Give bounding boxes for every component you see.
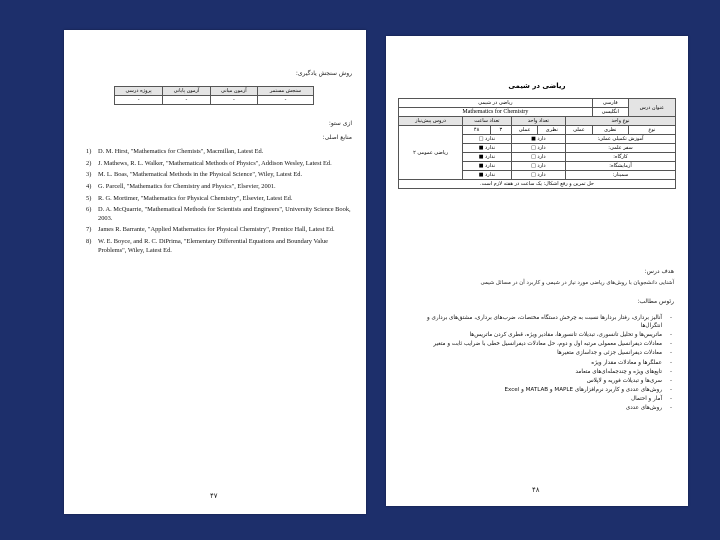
option-has: دارد □ xyxy=(511,171,565,180)
type-label: نوع xyxy=(628,126,675,135)
option-row-label: سمینار: xyxy=(566,171,676,180)
persian-title-value: ریاضی در شیمی xyxy=(399,99,593,108)
eval-value-4: - xyxy=(115,96,163,105)
course-info-table xyxy=(398,98,676,189)
goal-title: هدف درس: xyxy=(644,268,674,275)
references-list xyxy=(86,148,356,258)
reference-item: 5) R. G. Mortimer, "Mathematics for Physical Chemistry", Elsevier, Latest Ed. xyxy=(86,194,293,202)
left-document-page xyxy=(64,30,366,514)
course-title: ریاضی در شیمی xyxy=(508,82,566,90)
reference-item: 2) J. Mathews, R. L. Walker, "Mathematical Methods of Physics", Addison Wesley, Latest Ed. xyxy=(86,159,332,167)
english-title-value: Mathematics for Chemistry xyxy=(399,108,593,117)
page-number: ۴۸ xyxy=(532,486,540,494)
list-item: - سری‌ها و تبدیلات فوریه و لاپلاس xyxy=(586,377,672,384)
evaluation-table xyxy=(114,86,314,105)
eval-header-3: آزمون پایانی xyxy=(163,87,210,96)
prerequisite-label: دروس پیش‌نیاز xyxy=(399,117,463,126)
reference-item: 1) D. M. Hirst, "Mathematics for Chemists", Macmillan, Latest Ed. xyxy=(86,148,264,155)
type-col: عملی xyxy=(566,126,593,135)
eval-value-1: - xyxy=(258,96,314,105)
option-has-not: ندارد ■ xyxy=(463,153,512,162)
reference-item: 3) M. L. Boas, "Mathematical Methods in the Physical Science", Wiley, Latest Ed. xyxy=(86,171,303,179)
reference-item: 6) D. A. McQuarrie, "Mathematical Methods for Scientists and Engineers", University Science Book, 2003. xyxy=(86,206,351,222)
reference-item: 4) G. Parcell, "Mathematics for Chemistry and Physics", Elsevier, 2001. xyxy=(86,182,276,190)
type-col: نظری xyxy=(592,126,628,135)
page-number: ۴۷ xyxy=(210,492,218,500)
option-has-not: ندارد □ xyxy=(463,135,512,144)
list-item: - ماتریس‌ها و تحلیل تانسوری، تبدیلات تانسورها، مقادیر ویژه، قطری کردن ماتریس‌ها xyxy=(469,332,672,339)
unit-type-label: نوع واحد xyxy=(566,117,676,126)
option-row-label: آزمایشگاه: xyxy=(566,162,676,171)
hours-label: تعداد ساعت xyxy=(463,117,512,126)
type-col: عملی xyxy=(511,126,538,135)
option-has-not: ندارد ■ xyxy=(463,144,512,153)
option-has-not: ندارد ■ xyxy=(463,171,512,180)
evaluation-title: روش سنجش یادگیری: xyxy=(295,70,352,77)
option-has: دارد □ xyxy=(511,153,565,162)
list-item: - روش‌های عددی و کاربرد نرم‌افزارهای MAPLE و MATLAB و Excel xyxy=(504,386,672,393)
option-has: دارد □ xyxy=(511,162,565,171)
hours-value: ۴۸ xyxy=(463,126,491,135)
option-row-label: کارگاه: xyxy=(566,153,676,162)
list-item: - آنالیز برداری، رفتار بردارها نسبت به چرخش دستگاه مختصات، ضرب‌های برداری، مشتق‌های برداری و انتگرال‌ها xyxy=(427,315,672,330)
eval-header-1: سنجش مستمر xyxy=(258,87,314,96)
option-row-label: آموزش تکمیلی عملی: xyxy=(566,135,676,144)
course-title-label: عنوان درس xyxy=(628,99,675,117)
list-item: - آمار و احتمال xyxy=(631,395,672,402)
option-has-not: ندارد ■ xyxy=(463,162,512,171)
type-col: نظری xyxy=(538,126,566,135)
unit-count-value: ۳ xyxy=(491,126,512,135)
eval-header-2: آزمون میانی xyxy=(210,87,257,96)
right-document-page xyxy=(386,36,688,506)
option-has: دارد □ xyxy=(511,144,565,153)
persian-label: فارسی xyxy=(592,99,628,108)
prerequisite-value: ریاضی عمومی ۲ xyxy=(399,126,463,180)
unit-count-label: تعداد واحد xyxy=(511,117,565,126)
eval-value-2: - xyxy=(210,96,257,105)
option-row-label: سفر علمی: xyxy=(566,144,676,153)
list-item: - روش‌های عددی xyxy=(625,405,672,412)
reference-item: 7) James R. Barrante, "Applied Mathematics for Physical Chemistry", Prentice Hall, Latest Ed. xyxy=(86,226,335,234)
references-title: منابع اصلی: xyxy=(322,134,352,141)
list-item: - تابع‌های ویژه و چندجمله‌ای‌های متعامد xyxy=(575,368,672,375)
tutorial-row: حل تمرین و رفع اشکال: یک ساعت در هفته لازم است. xyxy=(399,180,676,189)
eval-value-3: - xyxy=(163,96,210,105)
english-label: انگلیسی xyxy=(592,108,628,117)
content-bullet-list xyxy=(410,314,672,413)
reference-item: 8) W. E. Boyce, and R. C. DiPrima, "Elementary Differential Equations and Boundary Value Problems", Wiley, Latest Ed. xyxy=(86,238,329,254)
goal-text: آشنایی دانشجویان با روش‌های ریاضی مورد نیاز در شیمی و کاربرد آن در مسائل شیمی xyxy=(480,280,674,286)
list-item: - معادلات دیفرانسیل جزئی و جداسازی متغیرها xyxy=(557,350,672,357)
content-title: رئوس مطالب: xyxy=(637,298,674,305)
section-line: ازی ستو: xyxy=(328,120,352,127)
list-item: - معادلات دیفرانسیل معمولی مرتبه اول و دوم، حل معادلات دیفرانسیل خطی با ضرایب ثابت و متغیر xyxy=(433,341,672,348)
option-has: دارد ■ xyxy=(511,135,565,144)
eval-header-4: پروژه درسی xyxy=(115,87,163,96)
list-item: - عملگرها و معادلات مقدار ویژه xyxy=(591,359,672,366)
